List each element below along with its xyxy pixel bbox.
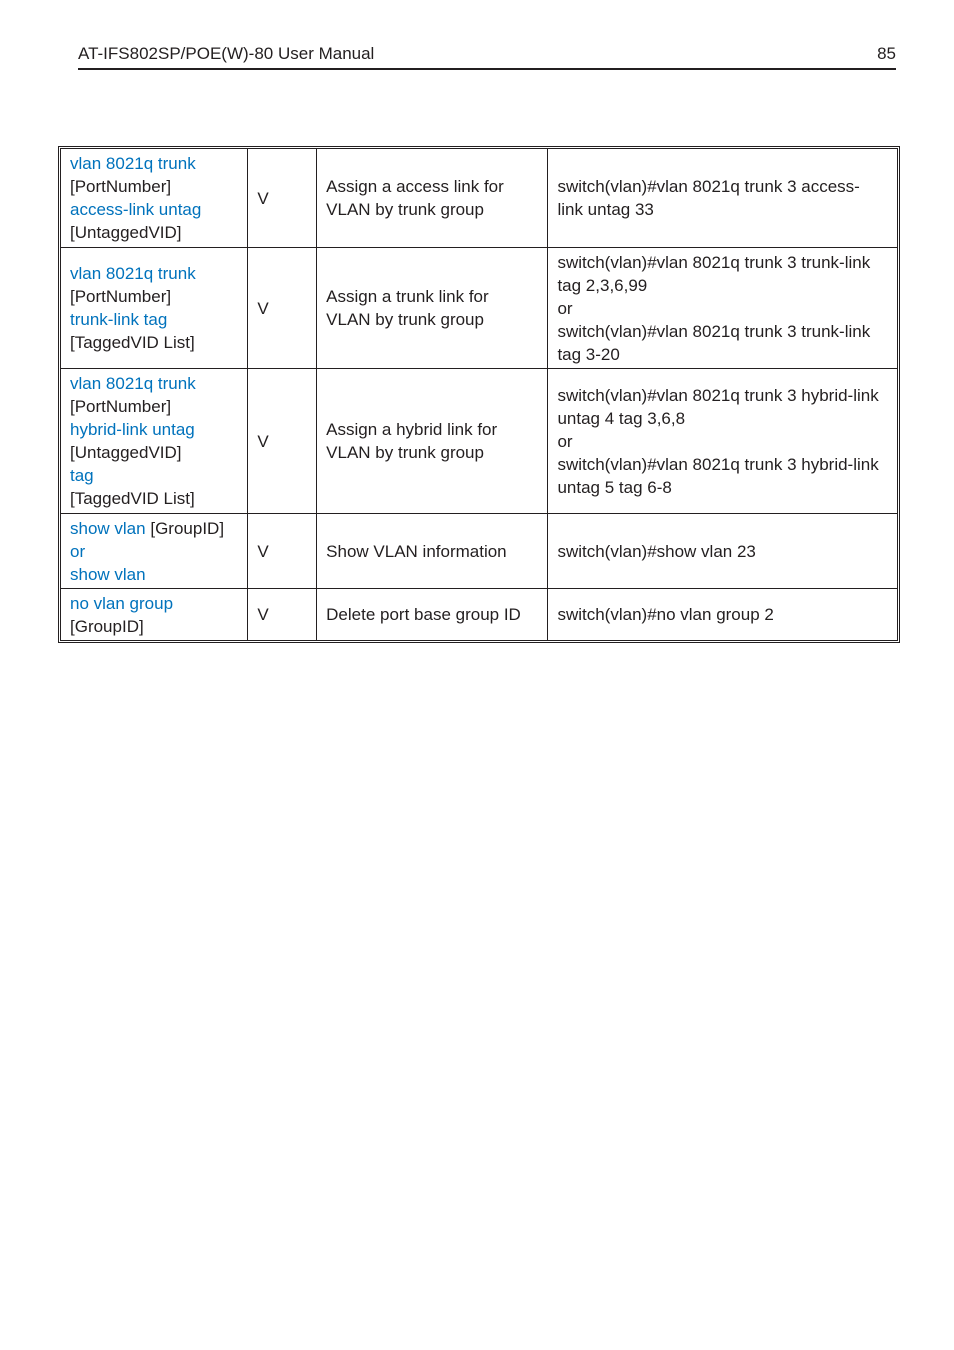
table-row <box>61 589 897 640</box>
example-cell <box>548 589 897 640</box>
description-line: VLAN by trunk group <box>326 200 484 219</box>
description-line: Delete port base group ID <box>326 605 521 624</box>
description-cell <box>317 514 548 589</box>
description-cell <box>317 369 548 514</box>
example-cell <box>548 248 897 369</box>
command-keyword: tag <box>70 466 94 485</box>
command-parameter: [UntaggedVID] <box>70 223 182 242</box>
page-header <box>78 44 896 70</box>
example-line: or <box>557 431 573 451</box>
mode-cell: V <box>248 514 317 589</box>
command-keyword: access-link untag <box>70 200 202 219</box>
command-cell <box>61 248 248 369</box>
example-line: link untag 33 <box>557 200 654 219</box>
example-cell <box>548 514 897 589</box>
mode-cell: V <box>248 589 317 640</box>
mode-cell: V <box>248 149 317 248</box>
command-table <box>58 146 900 643</box>
table-row <box>61 248 897 369</box>
description-line: Show VLAN information <box>326 541 507 561</box>
command-cell <box>61 369 248 514</box>
example-line: untag 4 tag 3,6,8 <box>557 408 686 428</box>
command-keyword: hybrid-link untag <box>70 420 195 439</box>
command-keyword: trunk-link tag <box>70 310 168 329</box>
command-keyword: vlan 8021q trunk <box>70 374 196 393</box>
command-keyword: vlan 8021q trunk <box>70 264 196 283</box>
command-cell <box>61 589 248 640</box>
example-line: or <box>557 298 573 318</box>
example-line: switch(vlan)#vlan 8021q trunk 3 hybrid-link <box>557 385 879 405</box>
page-number: 85 <box>877 44 896 63</box>
command-parameter: [UntaggedVID] <box>70 443 182 462</box>
example-line: untag 5 tag 6-8 <box>557 477 672 497</box>
table-row <box>61 369 897 514</box>
example-line: tag 2,3,6,99 <box>557 275 648 295</box>
command-cell <box>61 514 248 589</box>
description-line: VLAN by trunk group <box>326 310 484 329</box>
command-cell <box>61 149 248 248</box>
example-line: switch(vlan)#no vlan group 2 <box>557 605 774 624</box>
manual-title: AT-IFS802SP/POE(W)-80 User Manual <box>78 44 375 63</box>
example-line: switch(vlan)#show vlan 23 <box>557 541 756 561</box>
example-cell <box>548 149 897 248</box>
command-keyword: show vlan <box>70 518 146 538</box>
example-line: switch(vlan)#vlan 8021q trunk 3 hybrid-link <box>557 454 879 474</box>
description-line: VLAN by trunk group <box>326 443 484 462</box>
command-parameter: [PortNumber] <box>70 177 172 196</box>
command-parameter: [TaggedVID List] <box>70 333 195 352</box>
command-parameter: [PortNumber] <box>70 397 172 416</box>
table-row <box>61 149 897 248</box>
mode-cell: V <box>248 369 317 514</box>
command-parameter: [TaggedVID List] <box>70 489 195 508</box>
command-keyword: or <box>70 541 86 561</box>
example-cell <box>548 369 897 514</box>
command-parameter: [PortNumber] <box>70 287 172 306</box>
description-cell <box>317 149 548 248</box>
command-line <box>70 517 247 540</box>
command-parameter: [GroupID] <box>70 616 144 636</box>
description-line: Assign a hybrid link for <box>326 420 498 439</box>
description-line: Assign a trunk link for <box>326 287 489 306</box>
example-line: switch(vlan)#vlan 8021q trunk 3 trunk-link <box>557 252 871 272</box>
example-line: tag 3-20 <box>557 344 620 364</box>
example-line: switch(vlan)#vlan 8021q trunk 3 access- <box>557 177 860 196</box>
command-parameter: [GroupID] <box>150 518 225 538</box>
example-line: switch(vlan)#vlan 8021q trunk 3 trunk-link <box>557 321 871 341</box>
description-cell <box>317 248 548 369</box>
command-keyword: show vlan <box>70 564 146 584</box>
command-keyword: vlan 8021q trunk <box>70 154 196 173</box>
command-keyword: no vlan group <box>70 593 174 613</box>
description-cell <box>317 589 548 640</box>
table-row <box>61 514 897 589</box>
mode-cell: V <box>248 248 317 369</box>
description-line: Assign a access link for <box>326 177 504 196</box>
